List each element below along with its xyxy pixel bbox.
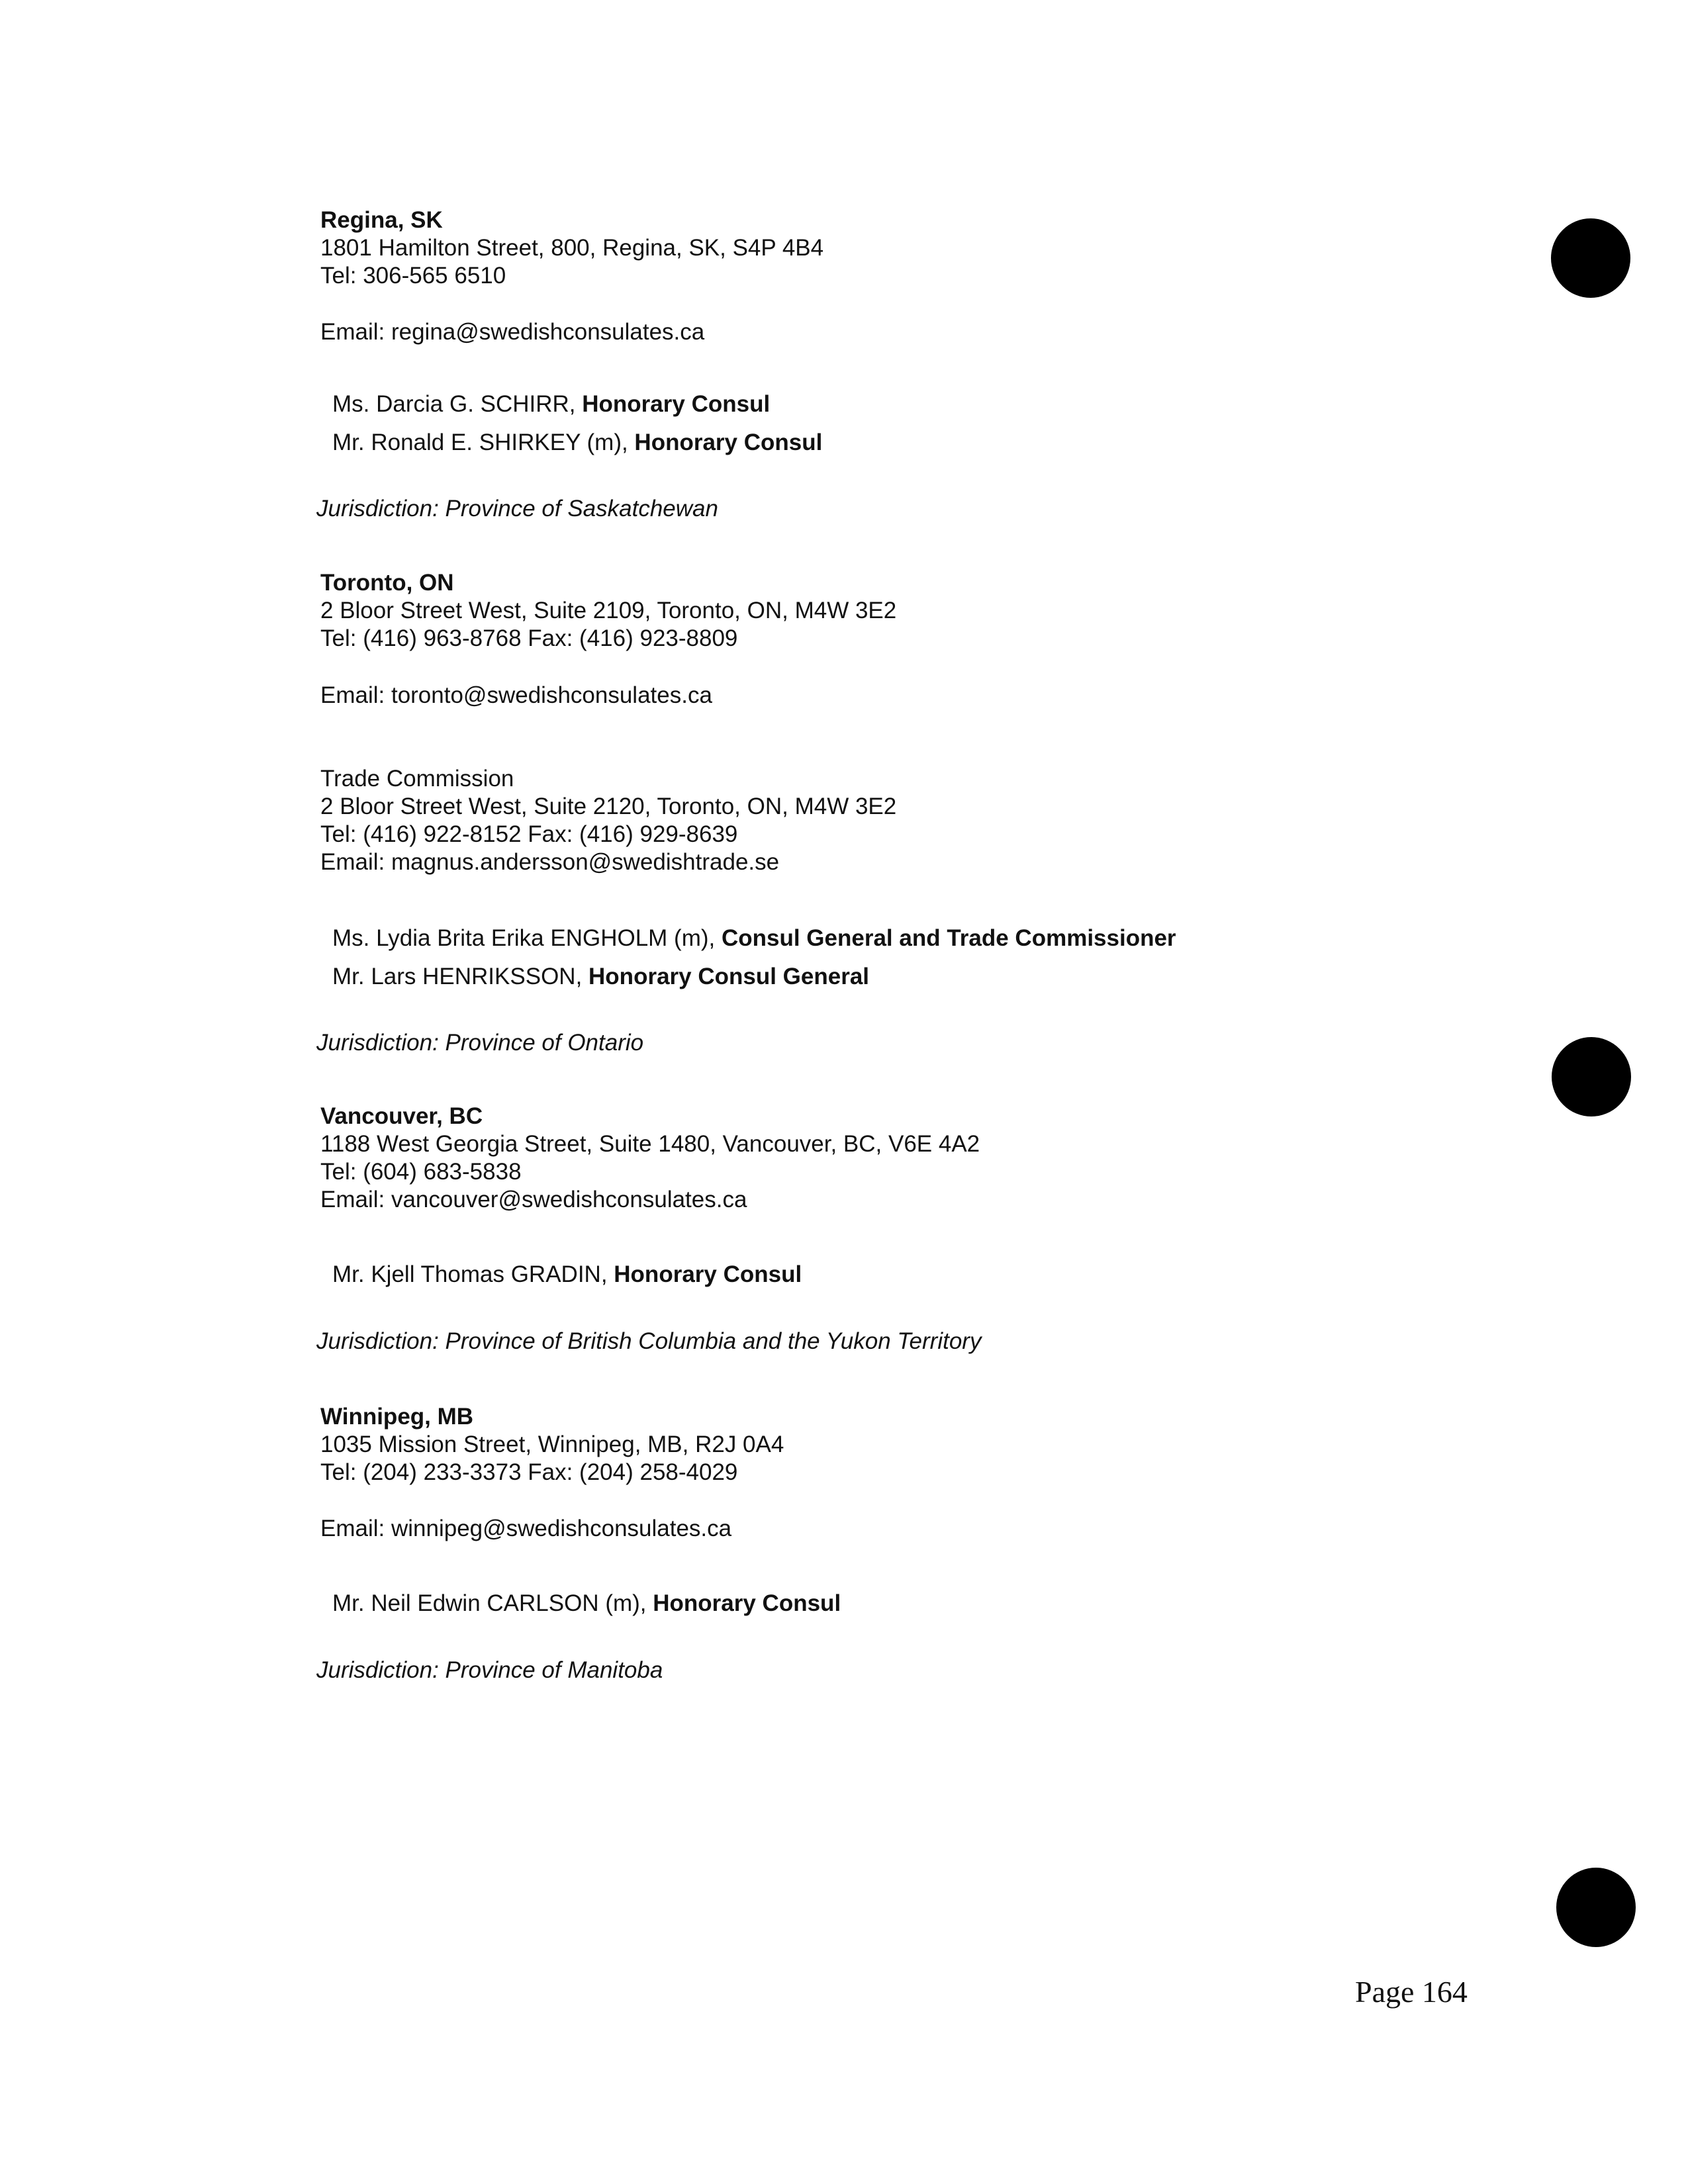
office-city-toronto: Toronto, ON [320, 570, 454, 596]
office-city-regina: Regina, SK [320, 207, 443, 233]
punch-hole [1556, 1868, 1636, 1947]
official-line [332, 1261, 802, 1289]
office-address-winnipeg: 1035 Mission Street, Winnipeg, MB, R2J 0A4 [320, 1432, 784, 1457]
official-line [332, 429, 822, 457]
official-line [332, 925, 1176, 952]
office-address-regina: 1801 Hamilton Street, 800, Regina, SK, S4P 4B4 [320, 235, 824, 261]
trade-commission-email: Email: magnus.andersson@swedishtrade.se [320, 849, 780, 875]
office-email-winnipeg: Email: winnipeg@swedishconsulates.ca [320, 1516, 732, 1541]
office-contact-toronto: Tel: (416) 963-8768 Fax: (416) 923-8809 [320, 625, 738, 651]
office-city-vancouver: Vancouver, BC [320, 1103, 483, 1129]
official-title: Honorary Consul [614, 1261, 802, 1287]
official-name: Mr. Lars HENRIKSSON, [332, 964, 589, 989]
official-title: Honorary Consul [653, 1590, 841, 1616]
office-email-toronto: Email: toronto@swedishconsulates.ca [320, 682, 712, 708]
office-jurisdiction-toronto: Jurisdiction: Province of Ontario [316, 1030, 644, 1056]
trade-commission-address: 2 Bloor Street West, Suite 2120, Toronto, ON, M4W 3E2 [320, 794, 897, 819]
punch-hole [1551, 218, 1630, 298]
official-name: Ms. Lydia Brita Erika ENGHOLM (m), [332, 925, 722, 951]
office-jurisdiction-winnipeg: Jurisdiction: Province of Manitoba [316, 1657, 663, 1683]
official-title: Honorary Consul [634, 430, 823, 455]
punch-hole [1552, 1037, 1631, 1116]
official-line [332, 390, 770, 418]
official-title: Consul General and Trade Commissioner [721, 925, 1176, 951]
office-address-toronto: 2 Bloor Street West, Suite 2109, Toronto, ON, M4W 3E2 [320, 598, 897, 623]
office-jurisdiction-vancouver: Jurisdiction: Province of British Columbia and the Yukon Territory [316, 1328, 982, 1354]
office-jurisdiction-regina: Jurisdiction: Province of Saskatchewan [316, 496, 718, 522]
office-address-vancouver: 1188 West Georgia Street, Suite 1480, Vancouver, BC, V6E 4A2 [320, 1131, 980, 1157]
official-name: Mr. Ronald E. SHIRKEY (m), [332, 430, 635, 455]
official-title: Honorary Consul General [588, 964, 870, 989]
office-contact-winnipeg: Tel: (204) 233-3373 Fax: (204) 258-4029 [320, 1459, 738, 1485]
trade-commission-name: Trade Commission [320, 766, 514, 792]
office-contact-vancouver: Tel: (604) 683-5838 [320, 1159, 522, 1185]
office-email-regina: Email: regina@swedishconsulates.ca [320, 319, 705, 345]
official-line [332, 1590, 841, 1617]
official-line [332, 963, 869, 991]
official-name: Ms. Darcia G. SCHIRR, [332, 391, 583, 417]
office-contact-regina: Tel: 306-565 6510 [320, 263, 506, 289]
official-name: Mr. Kjell Thomas GRADIN, [332, 1261, 614, 1287]
office-city-winnipeg: Winnipeg, MB [320, 1404, 474, 1430]
office-email-vancouver: Email: vancouver@swedishconsulates.ca [320, 1187, 747, 1212]
official-name: Mr. Neil Edwin CARLSON (m), [332, 1590, 653, 1616]
official-title: Honorary Consul [582, 391, 771, 417]
trade-commission-contact: Tel: (416) 922-8152 Fax: (416) 929-8639 [320, 821, 738, 847]
page-number: Page 164 [1355, 1975, 1468, 2009]
